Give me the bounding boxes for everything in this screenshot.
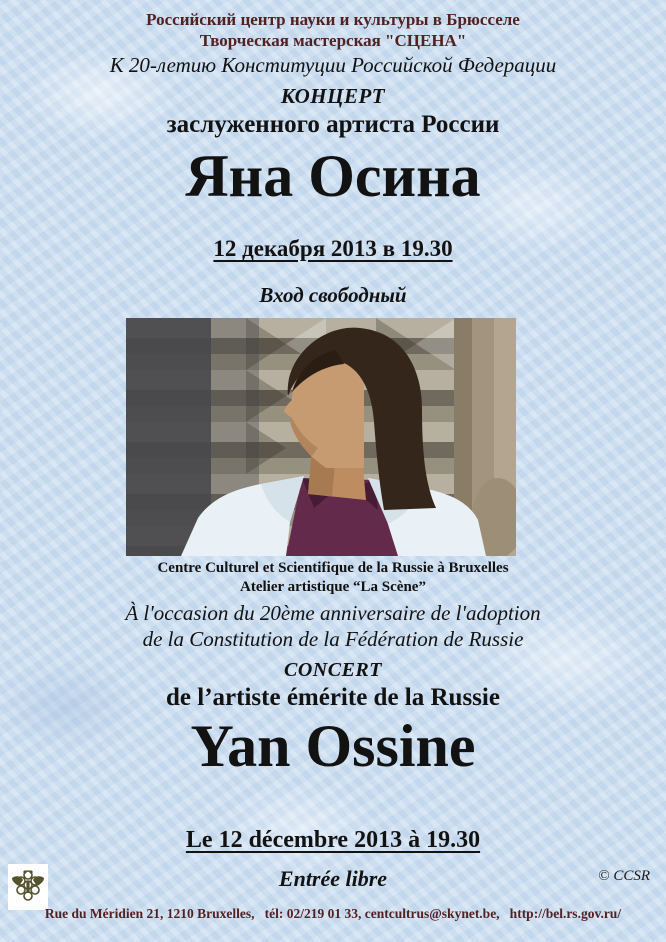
occasion-fr-line2: de la Constitution de la Fédération de Russie [142,627,524,651]
artist-name-ru: Яна Осина [185,143,481,209]
organization-name: Российский центр науки и культуры в Брюсселе [146,10,520,29]
photo-caption-centre: Centre Culturel et Scientifique de la Russie à Bruxelles [157,560,509,576]
double-headed-eagle-emblem-icon [8,864,48,910]
artist-title-ru: заслуженного артиста России [166,111,500,138]
occasion-fr-line1: À l'occasion du 20ème anniversaire de l'adoption [125,601,541,625]
artist-photo [126,318,516,556]
artist-photo-illustration [126,318,516,556]
artist-name-fr: Yan Ossine [190,713,476,779]
event-type-ru: КОНЦЕРТ [280,84,386,108]
workshop-name: Творческая мастерская "СЦЕНА" [199,31,467,50]
event-datetime-ru: 12 декабря 2013 в 19.30 [213,236,453,261]
admission-fr: Entrée libre [278,866,388,891]
admission-ru: Вход свободный [259,283,407,307]
occasion-ru: К 20-летию Конституции Российской Федерации [109,53,557,77]
contact-footer: Rue du Méridien 21, 1210 Bruxelles, tél: 02/219 01 33, centcultrus@skynet.be, http://bel.rs.gov.ru/ [44,906,622,921]
artist-title-fr: de l’artiste émérite de la Russie [166,684,500,711]
photo-caption-atelier: Atelier artistique “La Scène” [240,579,426,595]
event-type-fr: CONCERT [284,659,382,681]
copyright-ccsr: © CCSR [598,868,650,884]
event-datetime-fr: Le 12 décembre 2013 à 19.30 [185,827,481,853]
